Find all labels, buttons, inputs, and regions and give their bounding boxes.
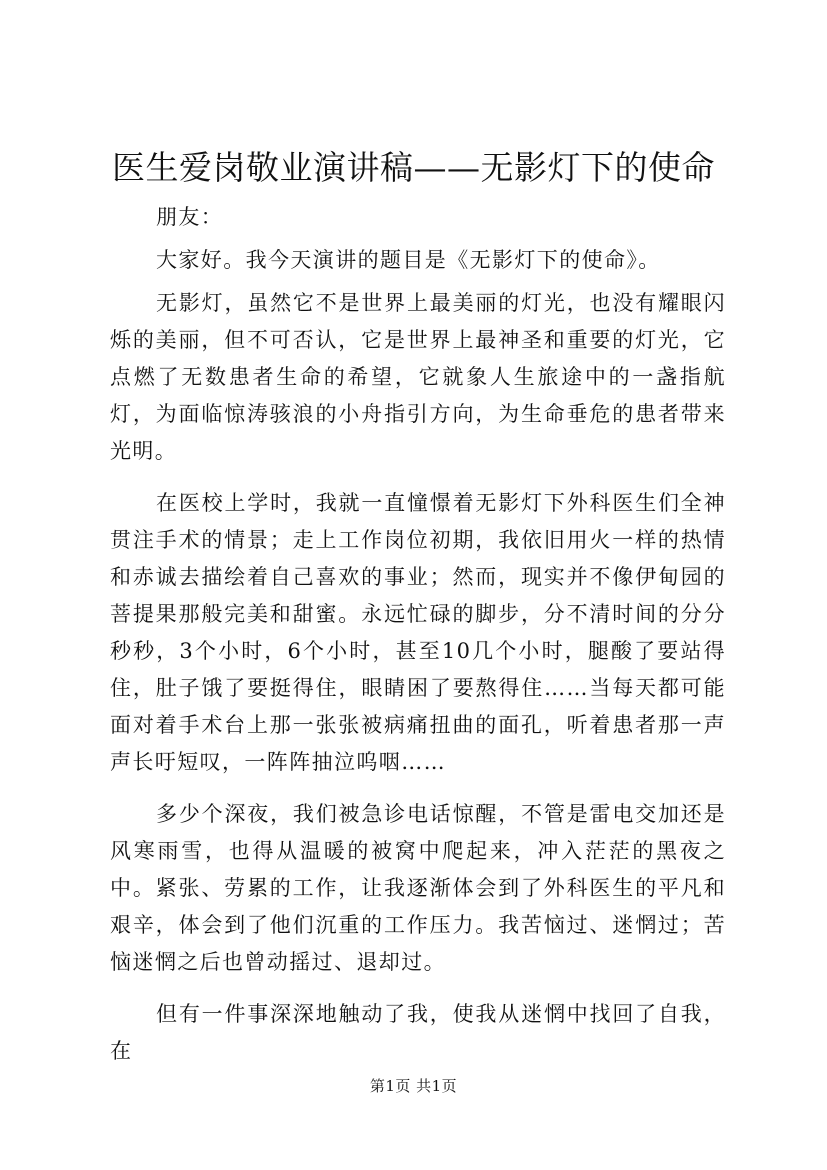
body-paragraph: 无影灯，虽然它不是世界上最美丽的灯光，也没有耀眼闪烁的美丽，但不可否认，它是世界上最神圣和重要的灯光，它点燃了无数患者生命的希望，它就象人生旅途中的一盏指航灯，为面临惊涛骇浪的小舟指引方向，为生命垂危的患者带来光明。 (110, 291, 726, 463)
body-paragraph: 但有一件事深深地触动了我，使我从迷惘中找回了自我，在 (110, 1002, 726, 1063)
document-body (110, 199, 726, 1085)
body-paragraph: 在医校上学时，我就一直憧憬着无影灯下外科医生们全神贯注手术的情景；走上工作岗位初期，我依旧用火一样的热情和赤诚去描绘着自己喜欢的事业；然而，现实并不像伊甸园的菩提果那般完美和甜蜜。永远忙碌的脚步，分不清时间的分分秒秒，3个小时，6个小时，甚至10几个小时，腿酸了要站得住，肚子饿了要挺得住，眼睛困了要熬得住……当每天都可能面对着手术台上那一张张被病痛扭曲的面孔，听着患者那一声声长吁短叹，一阵阵抽泣呜咽…… (110, 491, 726, 774)
body-paragraph: 多少个深夜，我们被急诊电话惊醒，不管是雷电交加还是风寒雨雪，也得从温暖的被窝中爬起来，冲入茫茫的黑夜之中。紧张、劳累的工作，让我逐渐体会到了外科医生的平凡和艰辛，体会到了他们沉重的工作压力。我苦恼过、迷惘过；苦恼迷惘之后也曾动摇过、退却过。 (110, 802, 726, 974)
intro-paragraph: 大家好。我今天演讲的题目是《无影灯下的使命》。 (156, 248, 661, 272)
page-number-footer: 第1页 共1页 (369, 1077, 458, 1095)
greeting-paragraph: 朋友： (156, 205, 224, 229)
document-title: 医生爱岗敬业演讲稿——无影灯下的使命 (112, 148, 715, 187)
